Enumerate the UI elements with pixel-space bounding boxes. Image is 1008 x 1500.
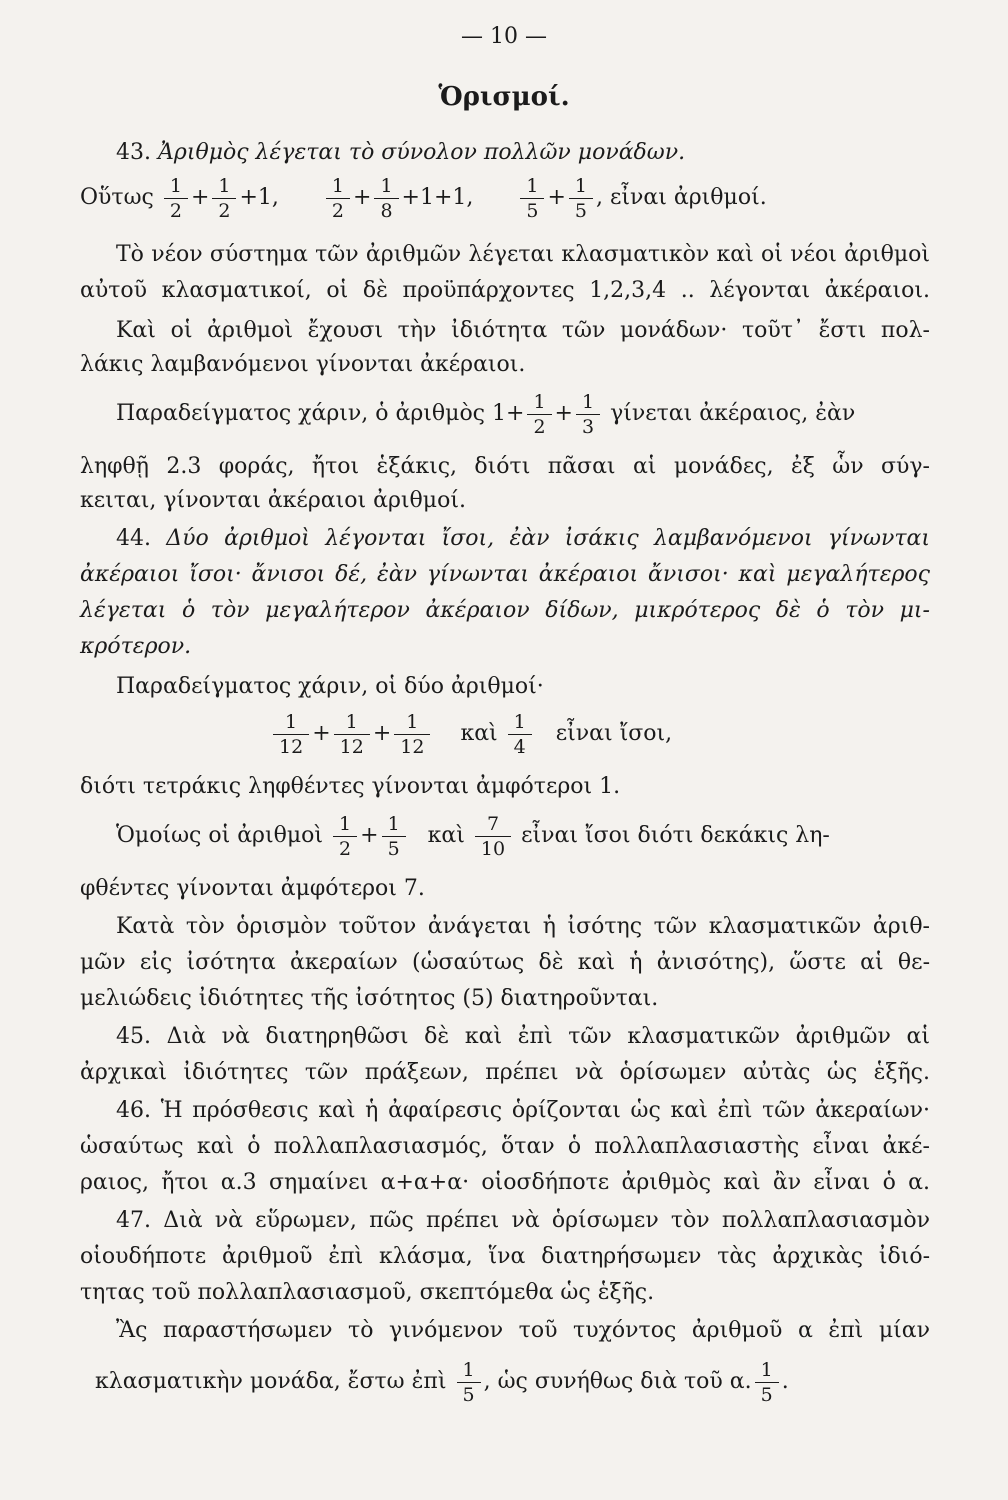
- fraction: $\frac{1}{2}$: [164, 174, 188, 223]
- p43-line-4: αὐτοῦ κλασματικοί, οἱ δὲ προϋπάρχοντες 1,2,3,4 .. λέγονται ἀκέραιοι.: [80, 278, 930, 303]
- p44-line-10: Κατὰ τὸν ὁρισμὸν τοῦτον ἀνάγεται ἡ ἰσότης τῶν κλασματικῶν ἀριθ-: [116, 914, 930, 939]
- fraction: $\frac{1}{12}$: [334, 710, 370, 759]
- fraction: $\frac{1}{5}$: [520, 174, 544, 223]
- p44-line-3: λέγεται ὁ τὸν μεγαλήτερον ἀκέραιον δίδων, μικρότερος δὲ ὁ τὸν μι-: [80, 598, 930, 623]
- p47-line-1: 47. Διὰ νὰ εὕρωμεν, πῶς πρέπει νὰ ὁρίσωμεν τὸν πολλαπλασιασμὸν: [116, 1208, 930, 1233]
- fraction: $\frac{1}{12}$: [273, 710, 309, 759]
- p46-line-3: ραιος, ἤτοι α.3 σημαίνει α+α+α· οἱοσδήποτε ἀριθμὸς καὶ ἂν εἶναι ὁ α.: [80, 1170, 930, 1195]
- p46-line-2: ὡσαύτως καὶ ὁ πολλαπλασιασμός, ὅταν ὁ πολλαπλασιαστὴς εἶναι ἀκέ-: [80, 1134, 930, 1159]
- fraction: $\frac{1}{2}$: [527, 390, 551, 439]
- p43-line-9: κειται, γίνονται ἀκέραιοι ἀριθμοί.: [80, 488, 466, 513]
- fraction: $\frac{1}{5}$: [457, 1358, 481, 1407]
- p44-line-4: κρότερον.: [80, 634, 192, 659]
- p47-line-3: τητας τοῦ πολλαπλασιασμοῦ, σκεπτόμεθα ὡς ἑξῆς.: [80, 1280, 655, 1305]
- section-heading: Ὁρισμοί.: [438, 82, 570, 112]
- p43-line-3: Τὸ νέον σύστημα τῶν ἀριθμῶν λέγεται κλασματικὸν καὶ οἱ νέοι ἀριθμοὶ: [116, 242, 930, 267]
- p44-line-12: μελιώδεις ἰδιότητες τῆς ἰσότητος (5) διατηροῦνται.: [80, 986, 659, 1011]
- p44-line-8: Ὁμοίως οἱ ἀριθμοὶ $\frac{1}{2}$ + $\frac{1}{5}$ καὶ $\frac{7}{10}$ εἶναι ἴσοι διότι δεκάκις λη-: [116, 812, 830, 860]
- p44-line-5: Παραδείγματος χάριν, οἱ δύο ἀριθμοί·: [116, 674, 544, 699]
- p43-line-8: ληφθῇ 2.3 φοράς, ἤτοι ἑξάκις, διότι πᾶσαι αἱ μονάδες, ἐξ ὧν σύγ-: [80, 454, 930, 479]
- p43-line-1: 43. Ἀριθμὸς λέγεται τὸ σύνολον πολλῶν μονάδων.: [116, 140, 686, 165]
- p43-line-6: λάκις λαμβανόμενοι γίνονται ἀκέραιοι.: [80, 352, 526, 377]
- p45-line-2: ἀρχικαὶ ἰδιότητες τῶν πράξεων, πρέπει νὰ ὁρίσωμεν αὐτὰς ὡς ἑξῆς.: [80, 1060, 930, 1085]
- p43-line-7: Παραδείγματος χάριν, ὁ ἀριθμὸς 1+ $\frac{1}{2}$ + $\frac{1}{3}$ γίνεται ἀκέραιος, ἐὰν: [116, 390, 856, 438]
- fraction: $\frac{1}{5}$: [755, 1358, 779, 1407]
- page-number: — 10 —: [461, 24, 547, 49]
- p43-line-5: Καὶ οἱ ἀριθμοὶ ἔχουσι τὴν ἰδιότητα τῶν μονάδων· τοῦτ᾽ ἔστι πολ-: [116, 318, 930, 343]
- p44-line-9: φθέντες γίνονται ἀμφότεροι 7.: [80, 876, 425, 901]
- fraction: $\frac{1}{8}$: [374, 174, 398, 223]
- p47-line-4: Ἂς παραστήσωμεν τὸ γινόμενον τοῦ τυχόντος ἀριθμοῦ α ἐπὶ μίαν: [116, 1318, 930, 1343]
- p46-line-1: 46. Ἡ πρόσθεσις καὶ ἡ ἀφαίρεσις ὁρίζονται ὡς καὶ ἐπὶ τῶν ἀκεραίων·: [116, 1098, 930, 1123]
- p47-line-2: οἱουδήποτε ἀριθμοῦ ἐπὶ κλάσμα, ἵνα διατηρήσωμεν τὰς ἀρχικὰς ἰδιό-: [80, 1244, 930, 1269]
- p47-line-5: κλασματικὴν μονάδα, ἔστω ἐπὶ $\frac{1}{5}$ , ὡς συνήθως διὰ τοῦ α. $\frac{1}{5}$ .: [95, 1358, 789, 1406]
- fraction: $\frac{1}{2}$: [212, 174, 236, 223]
- fraction: $\frac{1}{4}$: [508, 710, 532, 759]
- fraction: $\frac{1}{3}$: [576, 390, 600, 439]
- p44-line-1: 44. Δύο ἀριθμοὶ λέγονται ἴσοι, ἐὰν ἰσάκις λαμβανόμενοι γίνωνται: [116, 526, 930, 551]
- p44-equation: $\frac{1}{12}$ + $\frac{1}{12}$ + $\frac{1}{12}$ καὶ $\frac{1}{4}$ εἶναι ἴσοι,: [80, 704, 930, 764]
- p43-examples: Οὕτως $\frac{1}{2}$ + $\frac{1}{2}$ +1, $\frac{1}{2}$ + $\frac{1}{8}$ +1+1, $\frac{1}{5}$ + $\frac{1}{5}$ , εἶναι ἀριθμοί.: [80, 174, 767, 222]
- fraction: $\frac{1}{5}$: [382, 812, 406, 861]
- fraction: $\frac{1}{2}$: [326, 174, 350, 223]
- p44-line-11: μῶν εἰς ἰσότητα ἀκεραίων (ὡσαύτως δὲ καὶ ἡ ἀνισότης), ὥστε αἱ θε-: [80, 950, 930, 975]
- p45-line-1: 45. Διὰ νὰ διατηρηθῶσι δὲ καὶ ἐπὶ τῶν κλασματικῶν ἀριθμῶν αἱ: [116, 1024, 930, 1049]
- fraction: $\frac{1}{12}$: [394, 710, 430, 759]
- p44-line-7: διότι τετράκις ληφθέντες γίνονται ἀμφότεροι 1.: [80, 774, 621, 799]
- fraction: $\frac{1}{5}$: [569, 174, 593, 223]
- fraction: $\frac{1}{2}$: [333, 812, 357, 861]
- p44-line-2: ἀκέραιοι ἴσοι· ἄνισοι δέ, ἐὰν γίνωνται ἀκέραιοι ἄνισοι· καὶ μεγαλήτερος: [80, 562, 930, 587]
- fraction: $\frac{7}{10}$: [475, 812, 511, 861]
